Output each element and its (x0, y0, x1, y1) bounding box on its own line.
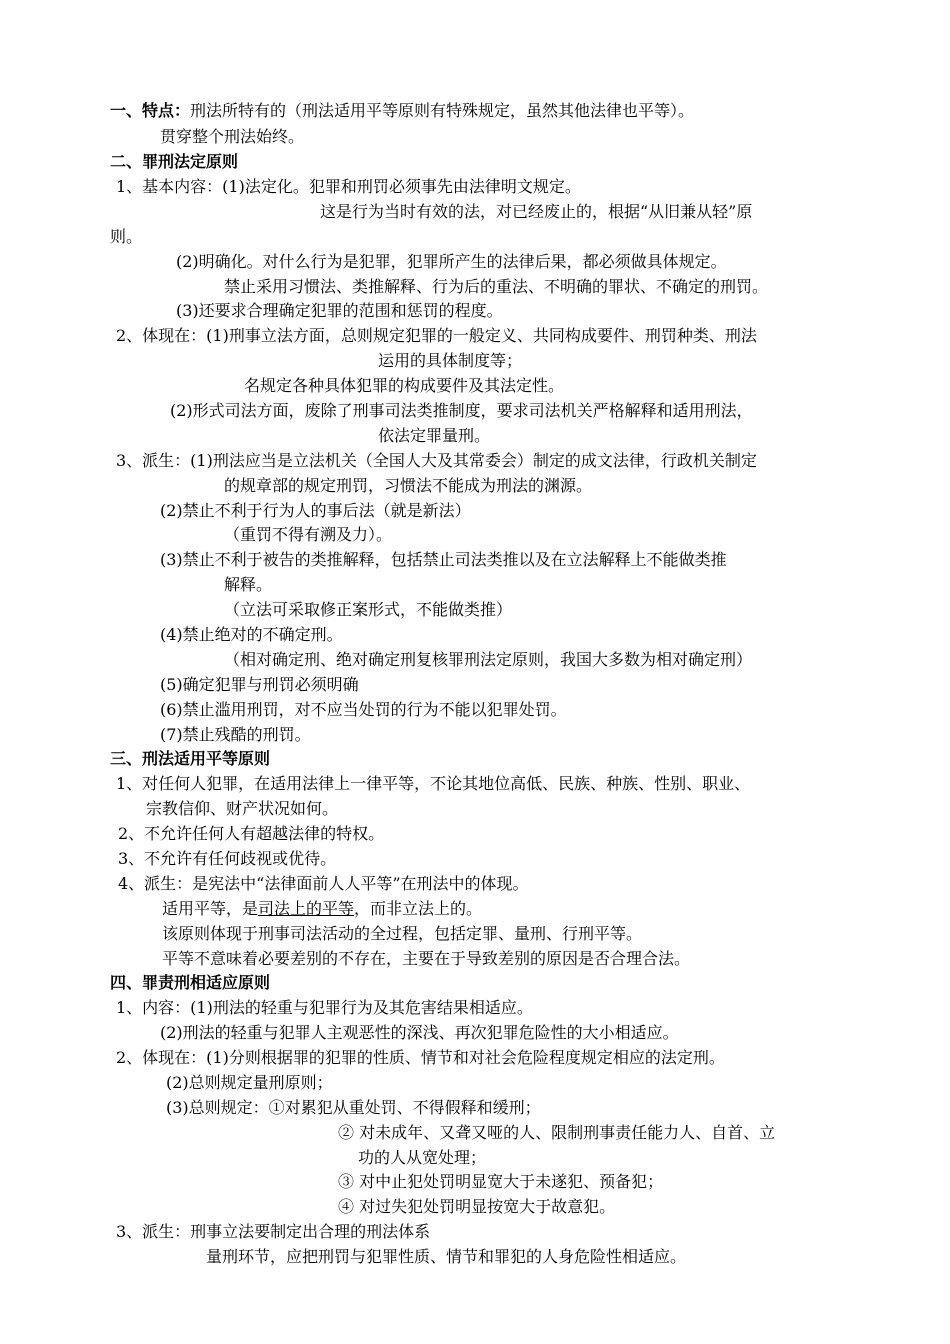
text-line: 2、体现在：(1)分则根据罪的犯罪的性质、情节和对社会危险程度规定相应的法定刑。 (116, 1048, 725, 1067)
text-line: ③ 对中止犯处罚明显宽大于未遂犯、预备犯； (338, 1172, 664, 1191)
text-line: (7)禁止残酷的刑罚。 (160, 725, 311, 744)
text-line: (3)总则规定：①对累犯从重处罚、不得假释和缓刑； (166, 1098, 541, 1117)
text-line: 依法定罪量刑。 (378, 426, 491, 445)
text-line: 3、派生：刑事立法要制定出合理的刑法体系 (116, 1222, 431, 1241)
section-1-text: 刑法所特有的（刑法适用平等原则有特殊规定，虽然其他法律也平等）。 (190, 101, 695, 120)
text-line: （重罚不得有溯及力）。 (224, 525, 393, 544)
text-line: 1、内容：(1)刑法的轻重与犯罪行为及其危害结果相适应。 (116, 998, 533, 1017)
text-line: 3、派生：(1)刑法应当是立法机关（全国人大及其常委会）制定的成文法律，行政机关制定 (116, 451, 757, 470)
section-4-heading: 四、罪责刑相适应原则 (110, 973, 271, 992)
text-line: 这是行为当时有效的法，对已经废止的，根据“从旧兼从轻”原 (320, 202, 753, 221)
text-line: （相对确定刑、绝对确定刑复核罪刑法定原则，我国大多数为相对确定刑） (224, 650, 753, 669)
text-line: 2、不允许任何人有超越法律的特权。 (118, 824, 385, 843)
section-2-heading: 二、罪刑法定原则 (110, 152, 239, 171)
text-line: ④ 对过失犯处罚明显按宽大于故意犯。 (338, 1197, 616, 1216)
text-line: 1、基本内容：(1)法定化。犯罪和刑罚必须事先由法律明文规定。 (116, 177, 581, 196)
text-line: 3、不允许有任何歧视或优待。 (118, 849, 337, 868)
text-segment: ，而非立法上的。 (354, 899, 483, 918)
text-line: 平等不意味着必要差别的不存在，主要在于导致差别的原因是否合理合法。 (162, 949, 691, 968)
text-line: 量刑环节，应把刑罚与犯罪性质、情节和罪犯的人身危险性相适应。 (206, 1247, 687, 1266)
text-line: (4)禁止绝对的不确定刑。 (160, 625, 343, 644)
text-line: (2)总则规定量刑原则； (166, 1073, 333, 1092)
text-line: 贯穿整个刑法始终。 (160, 127, 305, 146)
text-line: 则。 (110, 227, 143, 246)
text-line: (2)明确化。对什么行为是犯罪，犯罪所产生的法律后果，都必须做具体规定。 (176, 252, 727, 271)
text-line: ② 对未成年、又聋又哑的人、限制刑事责任能力人、自首、立 (338, 1123, 776, 1142)
text-line: (6)禁止滥用刑罚，对不应当处罚的行为不能以犯罪处罚。 (160, 700, 567, 719)
text-line: 运用的具体制度等； (378, 351, 523, 370)
text-line: (5)确定犯罪与刑罚必须明确 (160, 675, 359, 694)
text-line: 宗教信仰、财产状况如何。 (146, 799, 339, 818)
text-line: 2、体现在：(1)刑事立法方面，总则规定犯罪的一般定义、共同构成要件、刑罚种类、刑法 (116, 326, 757, 345)
text-line: 功的人从宽处理； (358, 1148, 487, 1167)
section-1-heading: 一、特点： (110, 101, 191, 120)
underlined-phrase: 司法上的平等 (258, 899, 355, 918)
text-line: (2)形式司法方面，废除了刑事司法类推制度，要求司法机关严格解释和适用刑法， (170, 401, 753, 420)
text-line: (2)禁止不利于行为人的事后法（就是新法） (160, 501, 471, 520)
text-line: 禁止采用习惯法、类推解释、行为后的重法、不明确的罪状、不确定的刑罚。 (224, 277, 769, 296)
text-segment: 适用平等，是 (162, 899, 259, 918)
text-line: (3)还要求合理确定犯罪的范围和惩罚的程度。 (176, 301, 503, 320)
text-line: 4、派生：是宪法中“法律面前人人平等”在刑法中的体现。 (118, 874, 529, 893)
section-3-heading: 三、刑法适用平等原则 (110, 749, 271, 768)
text-line: 解释。 (224, 575, 273, 594)
section-1-line (110, 100, 694, 122)
text-line: 名规定各种具体犯罪的构成要件及其法定性。 (244, 376, 565, 395)
text-line: 该原则体现于刑事司法活动的全过程，包括定罪、量刑、行刑平等。 (162, 924, 643, 943)
text-line (162, 898, 482, 920)
text-line: (3)禁止不利于被告的类推解释，包括禁止司法类推以及在立法解释上不能做类推 (160, 550, 727, 569)
text-line: 的规章部的规定刑罚，习惯法不能成为刑法的渊源。 (224, 476, 593, 495)
text-line: (2)刑法的轻重与犯罪人主观恶性的深浅、再次犯罪危险性的大小相适应。 (160, 1023, 679, 1042)
text-line: 1、对任何人犯罪，在适用法律上一律平等，不论其地位高低、民族、种族、性别、职业、 (116, 774, 751, 793)
text-line: （立法可采取修正案形式，不能做类推） (224, 600, 513, 619)
